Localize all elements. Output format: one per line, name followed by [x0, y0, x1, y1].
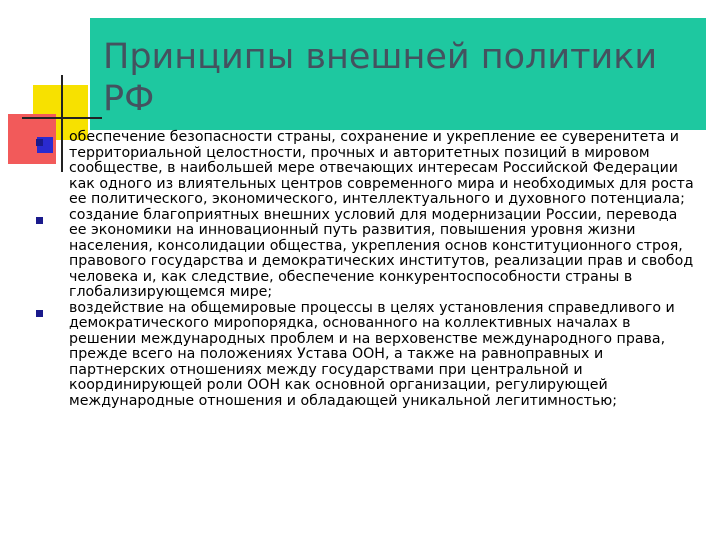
bullet-text: воздействие на общемировые процессы в целях установления справедливого и демократического миропорядка, основанного на коллективных началах в решении международных проблем и на верховенстве международного права, прежде всего на положениях Устава ООН, а также на равноправных и партнерских отношениях между государствами при центральной и координирующей роли ООН как основной организации, регулирующей международные отношения и обладающей уникальной легитимностью; [69, 299, 675, 409]
bullet-text: обеспечение безопасности страны, сохранение и укрепление ее суверенитета и территориальной целостности, прочных и авторитетных позиций в мировом сообществе, в наибольшей мере отвечающих интересам Российской Федерации как одного из влиятельных центров современного мира и необходимых для роста ее политического, экономического, интеллектуального и духовного потенциала; [69, 129, 694, 207]
bullet-square-icon [36, 310, 43, 317]
list-item [36, 208, 696, 301]
list-item [36, 301, 696, 410]
bullet-square-icon [36, 217, 43, 224]
bullet-text: создание благоприятных внешних условий для модернизации России, перевода ее экономики на инновационный путь развития, повышения уровня жизни населения, консолидации общества, укрепления основ конституционного строя, правового государства и демократических институтов, реализации прав и свобод человека и, как следствие, обеспечение конкурентоспособности страны в глобализирующемся мире; [69, 206, 694, 300]
bullet-list [36, 130, 696, 409]
list-item [36, 130, 696, 208]
bullet-square-icon [36, 139, 43, 146]
page-title: Принципы внешней политики РФ [103, 37, 658, 119]
